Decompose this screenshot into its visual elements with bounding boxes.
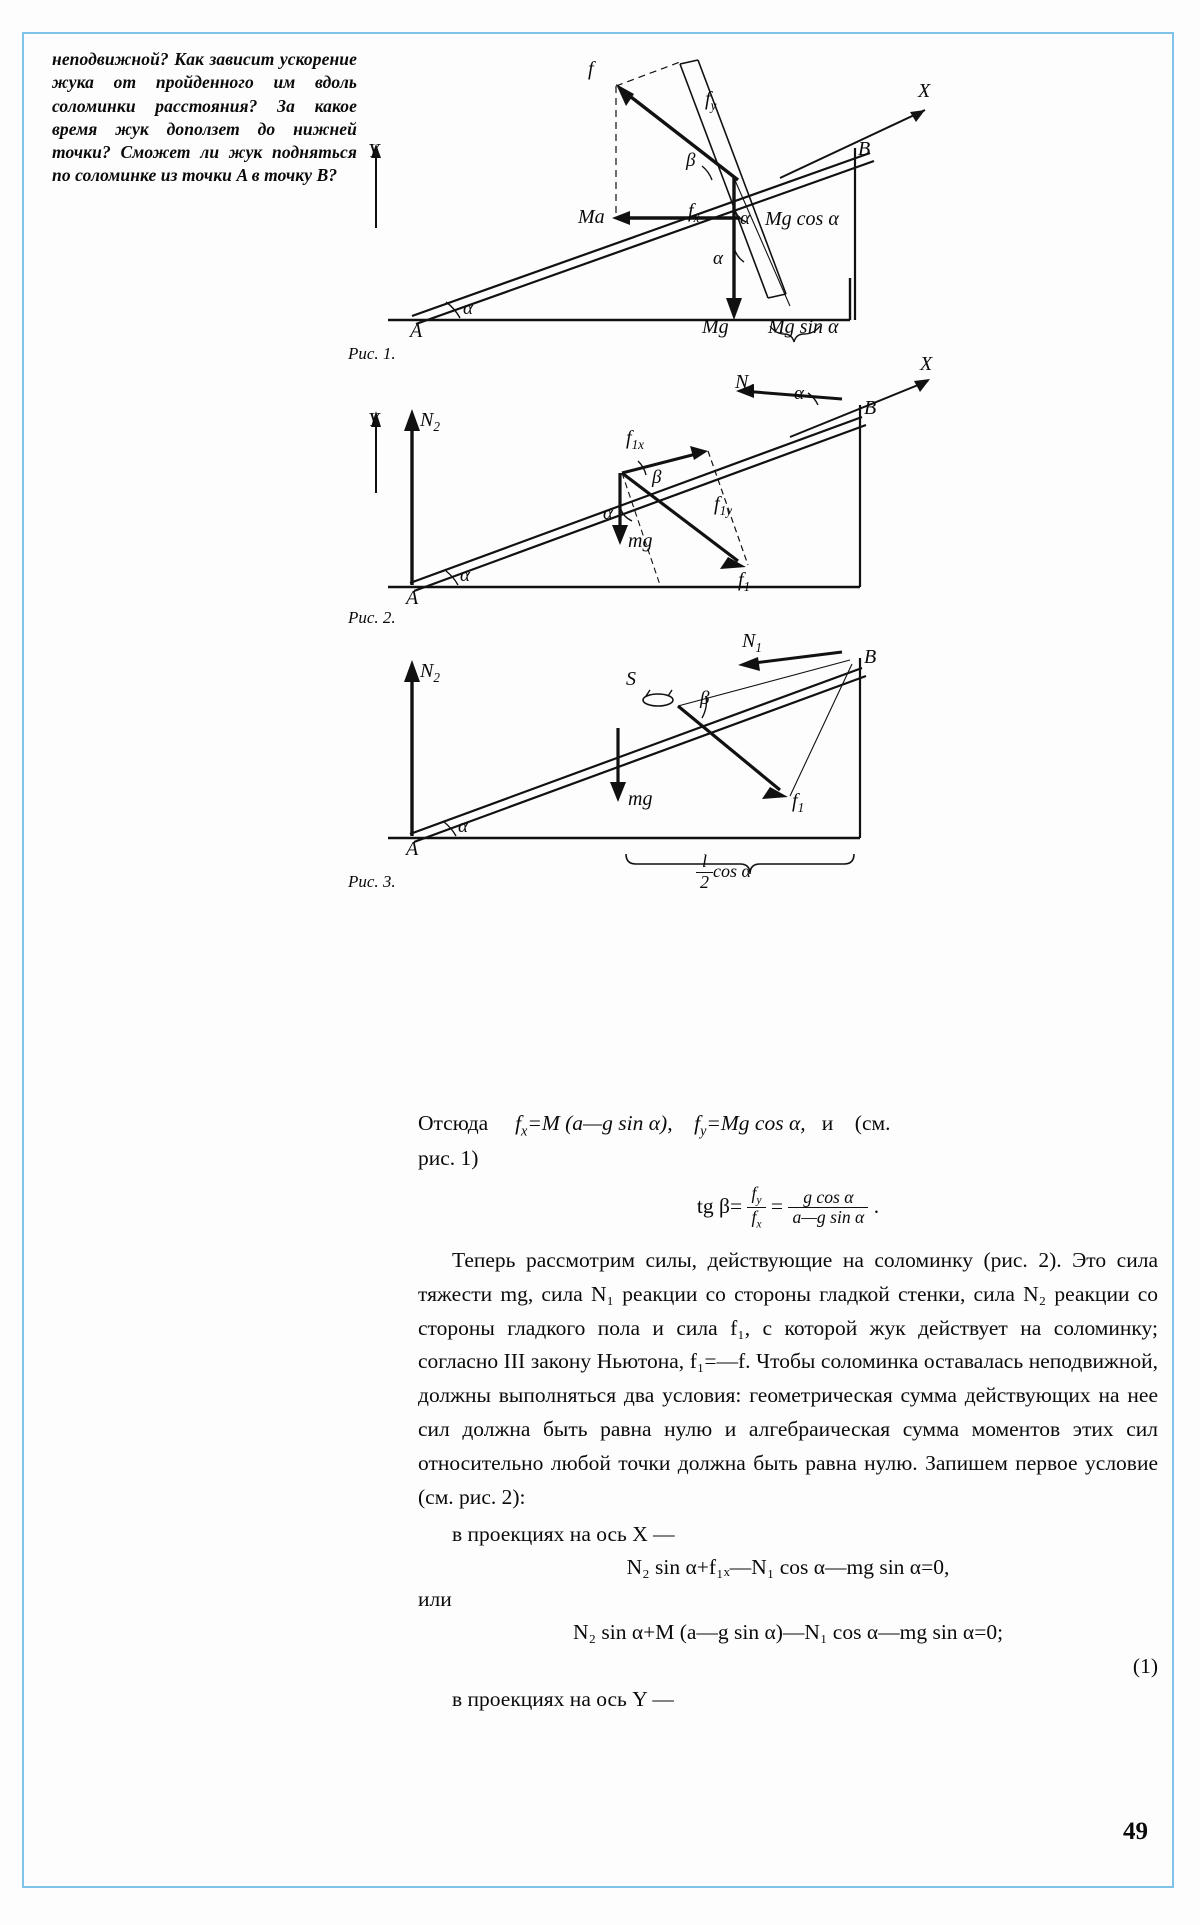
fig1-label-fy: $f_y$	[705, 88, 717, 113]
fig1-angle-alpha-c: α	[713, 248, 723, 269]
fig1-axis-y: Y	[368, 140, 380, 162]
figure-2-caption: Рис. 2.	[348, 608, 396, 627]
tg-beta-lead: tg β=	[696, 1193, 743, 1218]
fig3-brace-label: $\frac{l}{2}$ cos α	[696, 852, 751, 893]
line-ris1: рис. 1)	[418, 1146, 479, 1171]
intro-paragraph: неподвижной? Как зависит ускорение жука от пройденного им вдоль соломинки расстояния? За какое время жук доползет до нижней точки? Сможет ли жук подняться по соломинке из точки A в точку B?	[52, 49, 357, 186]
fig2-axis-x: X	[920, 353, 933, 375]
fig1-axis-x: X	[918, 80, 931, 102]
equation-tg-beta	[418, 1184, 1158, 1232]
fig2-point-a: A	[406, 587, 419, 609]
fy-symbol: f	[694, 1111, 701, 1135]
equation-a: N₂ sin α+f₁ₓ—N₁ cos α—mg sin α=0,	[626, 1554, 950, 1579]
fig2-angle-beta: β	[652, 467, 662, 488]
tg-ratio-den: a—g sin α	[792, 1207, 865, 1228]
page-number: 49	[1123, 1818, 1148, 1845]
fig2-label-n2: $N_2$	[420, 409, 440, 434]
fig2-label-f1x: $f_{1x}$	[626, 427, 645, 452]
line-proj-y: в проекциях на ось Y —	[452, 1686, 674, 1711]
fig2-axis-y: Y	[368, 409, 380, 431]
tg-beta-fy-fx	[747, 1184, 765, 1232]
body-text	[418, 1108, 1158, 1716]
fig1-label-mg: Mg	[702, 316, 729, 338]
fig1-label-mgcos: Mg cos α	[765, 208, 839, 230]
tg-num-sub: y	[756, 1193, 762, 1207]
fig2-angle-alpha-c: α	[794, 383, 804, 404]
fx-symbol: f	[515, 1111, 522, 1135]
fy-sub: y	[700, 1123, 707, 1140]
tg-ratio-num: g cos α	[788, 1188, 868, 1208]
fig1-angle-alpha-a: α	[463, 298, 473, 319]
fig1-label-mgsin: Mg sin α	[768, 316, 839, 338]
fig3-label-s: S	[626, 668, 636, 690]
fx-expression: =M (a—g sin α),	[527, 1111, 673, 1135]
fig3-label-n2: $N_2$	[420, 660, 440, 685]
figure-3-caption: Рис. 3.	[348, 872, 396, 891]
see-word: (см.	[854, 1111, 891, 1135]
fig2-point-b: B	[864, 397, 877, 419]
fy-expression: =Mg cos α,	[706, 1111, 806, 1135]
tg-equals: =	[770, 1193, 784, 1218]
fig3-angle-alpha: α	[458, 816, 468, 837]
fig3-angle-beta: β	[700, 688, 710, 709]
fig2-angle-alpha-a: α	[460, 565, 470, 586]
tg-num: f	[751, 1182, 757, 1203]
fig2-label-f1y: $f_{1y}$	[714, 493, 733, 518]
otsuda-word: Отсюда	[418, 1111, 489, 1135]
fig3-point-b: B	[864, 646, 877, 668]
fig3-point-a: A	[406, 838, 419, 860]
fig1-label-f: f	[588, 58, 594, 80]
tg-den-sub: x	[756, 1217, 762, 1231]
line-proj-x: в проекциях на ось X —	[452, 1522, 675, 1547]
fig3-label-n1: $N_1$	[742, 630, 762, 655]
fig1-label-fx: $f_x$	[688, 200, 700, 225]
fig2-label-f1: $f_1$	[738, 569, 751, 594]
fig1-angle-beta: β	[686, 150, 696, 171]
line-or: или	[418, 1587, 452, 1612]
tg-den: f	[751, 1207, 757, 1228]
fx-sub: x	[521, 1123, 528, 1140]
fig3-label-mg: mg	[628, 788, 653, 810]
fig3-label-f1: $f_1$	[792, 790, 805, 815]
fig1-point-a: A	[410, 320, 423, 342]
and-word: и	[821, 1111, 834, 1135]
equation-b: N₂ sin α+M (a—g sin α)—N₁ cos α—mg sin α=0;	[572, 1619, 1004, 1644]
line-otsuda	[418, 1108, 1158, 1141]
tg-period: .	[873, 1193, 880, 1218]
fig1-point-b: B	[858, 138, 871, 160]
fig2-angle-alpha-b: α	[603, 503, 613, 524]
fig1-label-ma: Ma	[578, 206, 605, 228]
equation-number: (1)	[1132, 1654, 1158, 1679]
fig2-label-mg: mg	[628, 530, 653, 552]
paragraph-forces: Теперь рассмотрим силы, действующие на соломинку (рис. 2). Это сила тяжести mg, сила N₁ реакции со стороны гладкой стенки, сила N₂ реакции со стороны гладкого пола и сила f₁, с которой жук действует на соломинку; согласно III закону Ньютона, f₁=—f. Чтобы соломинка оставалась неподвижной, должны выполняться два условия: геометрическая сумма действующих на нее сил должна быть равна нулю и алгебраическая сумма моментов этих сил относительно любой точки должна быть равна нулю. Запишем первое условие (см. рис. 2):	[418, 1247, 1158, 1510]
figure-1-caption: Рис. 1.	[348, 344, 396, 363]
fig2-label-n1: $N_1$	[735, 371, 755, 396]
figure-1	[350, 48, 1150, 348]
tg-beta-ratio	[788, 1188, 868, 1228]
fig1-angle-alpha-b: α	[740, 208, 750, 229]
